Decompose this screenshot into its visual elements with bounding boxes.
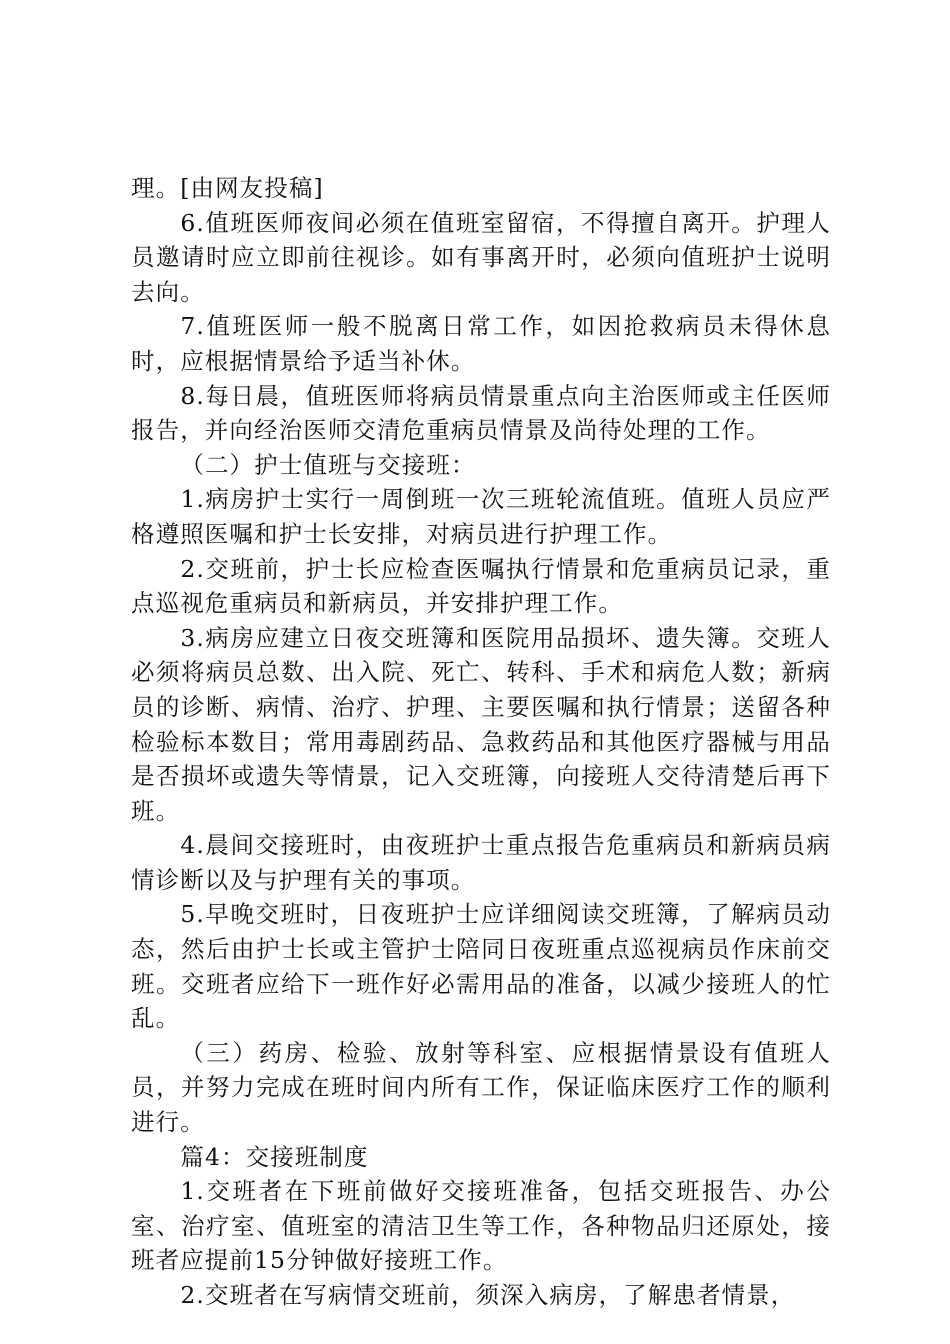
section-heading-departments: （三）药房、检验、放射等科室、应根据情景设有值班人员，并努力完成在班时间内所有工作，保证临床医疗工作的顺利进行。 bbox=[131, 1038, 831, 1137]
paragraph-nurse-item-3: 3.病房应建立日夜交班簿和医院用品损坏、遗失簿。交班人必须将病员总数、出入院、死亡、转科、手术和病危人数；新病员的诊断、病情、治疗、护理、主要医嘱和执行情景；送留各种检验标本数目；常用毒剧药品、急救药品和其他医疗器械与用品是否损坏或遗失等情景，记入交班簿，向接班人交待清楚后再下班。 bbox=[131, 623, 831, 825]
paragraph-handover-item-1: 1.交班者在下班前做好交接班准备，包括交班报告、办公室、治疗室、值班室的清洁卫生等工作，各种物品归还原处，接班者应提前15分钟做好接班工作。 bbox=[131, 1177, 831, 1275]
paragraph-nurse-item-1: 1.病房护士实行一周倒班一次三班轮流值班。值班人员应严格遵照医嘱和护士长安排，对病员进行护理工作。 bbox=[131, 485, 831, 548]
document-body bbox=[131, 171, 831, 1313]
paragraph-item-6: 6.值班医师夜间必须在值班室留宿，不得擅自离开。护理人员邀请时应立即前往视诊。如有事离开时，必须向值班护士说明去向。 bbox=[131, 208, 831, 306]
paragraph-nurse-item-2: 2.交班前，护士长应检查医嘱执行情景和危重病员记录，重点巡视危重病员和新病员，并安排护理工作。 bbox=[131, 554, 831, 618]
section-heading-article-4: 篇4：交接班制度 bbox=[180, 1142, 369, 1171]
paragraph-item-7: 7.值班医师一般不脱离日常工作，如因抢救病员未得休息时，应根据情景给予适当补休。 bbox=[131, 312, 831, 375]
paragraph-continuation: 理。[由网友投稿] bbox=[131, 174, 324, 202]
paragraph-nurse-item-4: 4.晨间交接班时，由夜班护士重点报告危重病员和新病员病情诊断以及与护理有关的事项。 bbox=[131, 831, 831, 894]
paragraph-item-8: 8.每日晨，值班医师将病员情景重点向主治医师或主任医师报告，并向经治医师交清危重病员情景及尚待处理的工作。 bbox=[131, 381, 831, 445]
section-heading-nurse-duty: （二）护士值班与交接班： bbox=[180, 450, 476, 479]
paragraph-nurse-item-5: 5.早晚交班时，日夜班护士应详细阅读交班簿，了解病员动态，然后由护士长或主管护士陪同日夜班重点巡视病员作床前交班。交班者应给下一班作好必需用品的准备，以减少接班人的忙乱。 bbox=[131, 900, 831, 1033]
paragraph-handover-item-2: 2.交班者在写病情交班前，须深入病房，了解患者情景， bbox=[180, 1281, 796, 1309]
